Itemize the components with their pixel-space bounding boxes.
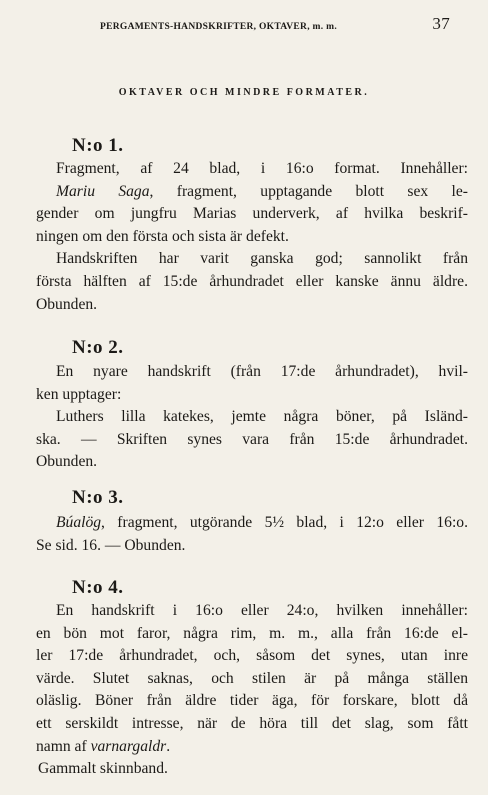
body-line: Luthers lilla katekes, jemte några böner, på Isländ-: [56, 408, 468, 426]
body-line: [36, 736, 468, 759]
entry-heading-1: N:o 1.: [72, 135, 124, 156]
body-line: En handskrift i 16:o eller 24:o, hvilken innehåller:: [56, 602, 468, 619]
body-line: [36, 181, 468, 204]
body-line: gender om jungfru Marias underverk, af hvilka beskrif-: [36, 205, 468, 223]
italic-title: Mariu Saga: [56, 182, 150, 200]
entry-body-4: [36, 600, 468, 781]
body-line-start: namn af: [36, 737, 91, 755]
body-line-end: .: [166, 737, 171, 755]
body-line: Obunden.: [36, 295, 98, 313]
body-line: Obunden.: [36, 453, 98, 471]
body-line: ler 17:de århundradet, och, såsom det synes, utan inre: [36, 647, 468, 665]
body-line: Fragment, af 24 blad, i 16:o format. Innehåller:: [56, 160, 468, 177]
entry-heading-4: N:o 4.: [72, 577, 124, 598]
entry-body-2: [36, 361, 468, 474]
entry-heading-3: N:o 3.: [72, 487, 124, 508]
body-line: ningen om den första och sista är defekt.: [36, 227, 289, 245]
italic-term: varnargaldr: [90, 737, 167, 755]
body-line: ken upptager:: [36, 385, 122, 403]
body-line: första hälften af 15:de århundradet eller kanske ännu äldre.: [36, 272, 468, 290]
body-line: värde. Slutet saknas, och stilen är på många ställen: [36, 669, 468, 687]
body-line: Gammalt skinnband.: [38, 760, 168, 778]
running-title: PERGAMENTS-HANDSKRIFTER, OKTAVER, m. m.: [100, 22, 337, 32]
italic-title: Búalög: [56, 514, 102, 531]
body-line: en bön mot faror, några rim, m. m., alla från 16:de el-: [36, 624, 468, 642]
entry-body-3: [36, 512, 468, 557]
entry-body-1: [36, 158, 468, 316]
body-line: [36, 512, 468, 535]
body-line: En nyare handskrift (från 17:de århundradet), hvil-: [56, 363, 468, 380]
body-line: Handskriften har varit ganska god; sannolikt från: [56, 250, 468, 268]
body-line: ska. — Skriften synes vara från 15:de århundradet.: [36, 430, 468, 448]
section-title: OKTAVER OCH MINDRE FORMATER.: [118, 87, 370, 98]
body-line-rest: , fragment, upptagande blott sex le-: [149, 182, 468, 200]
running-header: [100, 14, 450, 34]
body-line: oläslig. Böner från äldre tider äga, för forskare, blott då: [36, 692, 468, 710]
body-line-rest: , fragment, utgörande 5½ blad, i 12:o eller 16:o.: [101, 514, 468, 531]
body-line: ett serskildt intresse, när de höra till det slag, som fått: [36, 714, 468, 732]
entry-heading-2: N:o 2.: [72, 337, 124, 358]
body-line: Se sid. 16. — Obunden.: [36, 536, 186, 554]
page-number: 37: [432, 14, 450, 33]
